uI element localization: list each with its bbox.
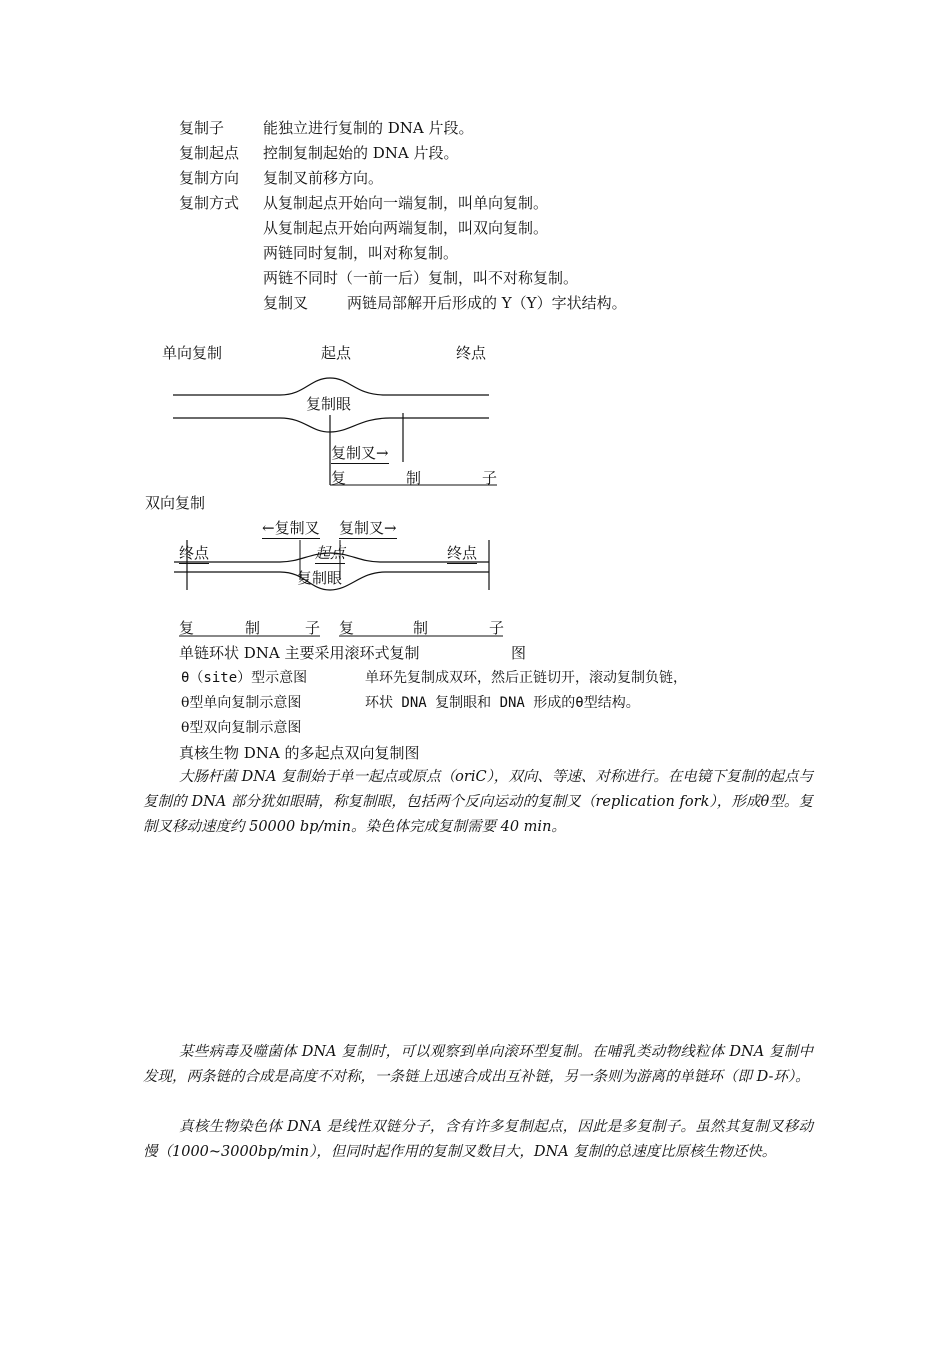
uni-replicon-2: 制 (406, 469, 422, 487)
uni-eye-label: 复制眼 (306, 395, 352, 413)
desc-origin: 控制复制起始的 DNA 片段。 (263, 144, 459, 162)
term-mode: 复制方式 (179, 194, 240, 212)
uni-title: 单向复制 (162, 344, 223, 362)
uni-bottom-strand (173, 418, 489, 432)
bi-replicon-right-1: 复 (339, 619, 355, 637)
list-rolling-suffix: 图 (511, 644, 527, 662)
mode-line-asymmetric: 两链不同时（一前一后）复制，叫不对称复制。 (263, 269, 579, 287)
paragraph-rolling (143, 1040, 813, 1090)
list-theta-bi: θ型双向复制示意图 (181, 720, 302, 736)
uni-top-strand (173, 378, 489, 395)
bi-fork-left: ←复制叉 (262, 519, 320, 537)
paragraph-eukaryote-text: 真核生物染色体 DNA 是线性双链分子，含有许多复制起点，因此是多复制子。虽然其复制叉移动慢（1000~3000bp/min），但同时起作用的复制叉数目大，DNA 复制的总速度比原核生物还快。 (143, 1119, 813, 1160)
mode-line-bidirectional: 从复制起点开始向两端复制，叫双向复制。 (263, 219, 549, 237)
uni-fork-label: 复制叉→ (331, 444, 389, 462)
bi-replicon-right-3: 子 (489, 619, 505, 637)
list-theta-uni-desc: 环状 DNA 复制眼和 DNA 形成的θ型结构。 (365, 695, 640, 711)
paragraph-eukaryote (143, 1115, 813, 1165)
bi-replicon-left-2: 制 (245, 619, 261, 637)
desc-fork: 两链局部解开后形成的 Y（Y）字状结构。 (347, 294, 627, 312)
paragraph-ecoli (143, 765, 813, 840)
bi-terminus-right: 终点 (447, 544, 478, 562)
uni-origin-label: 起点 (321, 344, 352, 362)
list-eukaryote: 真核生物 DNA 的多起点双向复制图 (179, 744, 420, 762)
uni-terminus-label: 终点 (456, 344, 487, 362)
bi-eye-label: 复制眼 (297, 569, 343, 587)
bi-replicon-left-3: 子 (305, 619, 321, 637)
list-rolling: 单链环状 DNA 主要采用滚环式复制 (179, 644, 420, 662)
bi-fork-right: 复制叉→ (339, 519, 397, 537)
bi-replicon-right-2: 制 (413, 619, 429, 637)
term-direction: 复制方向 (179, 169, 240, 187)
bi-title: 双向复制 (145, 494, 206, 512)
list-theta-site-desc: 单环先复制成双环，然后正链切开，滚动复制负链， (365, 670, 687, 686)
bi-origin-label: 起点 (315, 544, 346, 562)
bi-top-strand (174, 553, 489, 562)
bi-terminus-left: 终点 (179, 544, 210, 562)
paragraph-ecoli-text: 大肠杆菌 DNA 复制始于单一起点或原点（oriC），双向、等速、对称进行。在电镜下复制的起点与复制的 DNA 部分犹如眼睛，称复制眼，包括两个反向运动的复制叉（replication fork），形成θ型。复制叉移动速度约 50000 bp/min。染色体完成复制需要 40 min。 (143, 769, 813, 835)
uni-replicon-1: 复 (331, 469, 347, 487)
bi-replicon-left-1: 复 (179, 619, 195, 637)
desc-direction: 复制叉前移方向。 (263, 169, 384, 187)
bi-bottom-strand (174, 572, 489, 590)
desc-replicon: 能独立进行复制的 DNA 片段。 (263, 119, 474, 137)
uni-replicon-3: 子 (482, 469, 498, 487)
list-theta-uni: θ型单向复制示意图 (181, 695, 302, 711)
term-fork: 复制叉 (263, 294, 309, 312)
paragraph-rolling-text: 某些病毒及噬菌体 DNA 复制时，可以观察到单向滚环型复制。在哺乳类动物线粒体 DNA 复制中发现，两条链的合成是高度不对称，一条链上迅速合成出互补链，另一条则为游离的单链环（即 D-环）。 (143, 1044, 813, 1085)
term-origin: 复制起点 (179, 144, 240, 162)
term-replicon: 复制子 (179, 119, 225, 137)
list-theta-site: θ（site）型示意图 (181, 670, 308, 686)
mode-line-symmetric: 两链同时复制，叫对称复制。 (263, 244, 459, 262)
desc-mode: 从复制起点开始向一端复制，叫单向复制。 (263, 194, 549, 212)
